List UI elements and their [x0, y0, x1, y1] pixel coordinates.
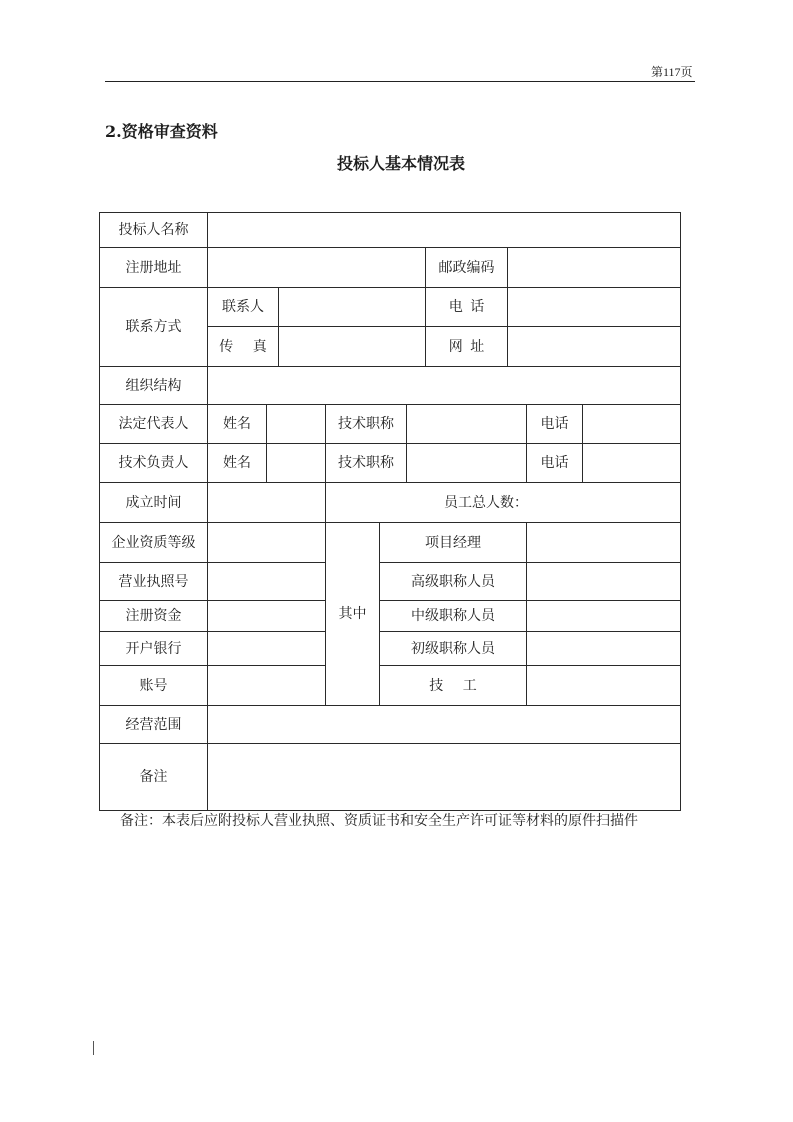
- table-row-organization: [100, 367, 681, 405]
- qualification-value: [208, 523, 326, 563]
- tech-lead-name-value: [267, 444, 326, 483]
- margin-mark: [93, 1041, 94, 1055]
- business-scope-label: 经营范围: [100, 706, 208, 744]
- account-label: 账号: [100, 666, 208, 706]
- registered-capital-label: 注册资金: [100, 601, 208, 632]
- table-row-contact-person: [100, 288, 681, 327]
- project-manager-value: [527, 523, 681, 563]
- tech-lead-tel-value: [583, 444, 681, 483]
- website-value: [508, 327, 681, 367]
- table-row-business-scope: [100, 706, 681, 744]
- intermediate-staff-value: [527, 601, 681, 632]
- tech-lead-tel-label: 电话: [527, 444, 583, 483]
- bidder-name-label: 投标人名称: [100, 213, 208, 248]
- website-label: 网 址: [426, 327, 508, 367]
- table-row-remarks: [100, 744, 681, 811]
- remarks-label: 备注: [100, 744, 208, 811]
- contact-person-label: 联系人: [208, 288, 279, 327]
- tech-lead-title-label: 技术职称: [326, 444, 407, 483]
- phone-label: 电 话: [426, 288, 508, 327]
- technician-value: [527, 666, 681, 706]
- organization-label: 组织结构: [100, 367, 208, 405]
- table-row-license: [100, 563, 681, 601]
- registered-address-label: 注册地址: [100, 248, 208, 288]
- table-row-legal-rep: [100, 405, 681, 444]
- contact-info-label: 联系方式: [100, 288, 208, 367]
- table-row-bidder-name: [100, 213, 681, 248]
- table-row-registered-address: [100, 248, 681, 288]
- table-row-bank: [100, 632, 681, 666]
- legal-rep-tel-value: [583, 405, 681, 444]
- fax-value: [279, 327, 426, 367]
- table-footnote: 备注：本表后应附投标人营业执照、资质证书和安全生产许可证等材料的原件扫描件: [120, 813, 638, 829]
- table-row-tech-lead: [100, 444, 681, 483]
- fax-label: 传 真: [208, 327, 279, 367]
- intermediate-staff-label: 中级职称人员: [380, 601, 527, 632]
- founded-value: [208, 483, 326, 523]
- form-title: 投标人基本情况表: [337, 154, 466, 173]
- bidder-name-value: [208, 213, 681, 248]
- account-value: [208, 666, 326, 706]
- junior-staff-value: [527, 632, 681, 666]
- remarks-value: [208, 744, 681, 811]
- bidder-info-table: [99, 212, 681, 811]
- tech-lead-name-label: 姓名: [208, 444, 267, 483]
- postal-code-value: [508, 248, 681, 288]
- phone-value: [508, 288, 681, 327]
- page-number: 第117页: [651, 65, 693, 79]
- total-staff-label: 员工总人数：: [326, 483, 681, 523]
- junior-staff-label: 初级职称人员: [380, 632, 527, 666]
- senior-staff-value: [527, 563, 681, 601]
- postal-code-label: 邮政编码: [426, 248, 508, 288]
- legal-rep-label: 法定代表人: [100, 405, 208, 444]
- header-rule: [105, 81, 695, 82]
- registered-address-value: [208, 248, 426, 288]
- technician-label: 技 工: [380, 666, 527, 706]
- tech-lead-title-value: [407, 444, 527, 483]
- qualification-label: 企业资质等级: [100, 523, 208, 563]
- legal-rep-name-value: [267, 405, 326, 444]
- bank-label: 开户银行: [100, 632, 208, 666]
- license-no-label: 营业执照号: [100, 563, 208, 601]
- legal-rep-title-label: 技术职称: [326, 405, 407, 444]
- section-heading: 2.资格审查资料: [105, 122, 218, 141]
- table-row-capital: [100, 601, 681, 632]
- project-manager-label: 项目经理: [380, 523, 527, 563]
- among-label: 其中: [326, 523, 380, 706]
- registered-capital-value: [208, 601, 326, 632]
- bank-value: [208, 632, 326, 666]
- tech-lead-label: 技术负责人: [100, 444, 208, 483]
- legal-rep-title-value: [407, 405, 527, 444]
- table-row-account: [100, 666, 681, 706]
- senior-staff-label: 高级职称人员: [380, 563, 527, 601]
- legal-rep-tel-label: 电话: [527, 405, 583, 444]
- table-row-qualification: [100, 523, 681, 563]
- contact-person-value: [279, 288, 426, 327]
- business-scope-value: [208, 706, 681, 744]
- table-row-founded: [100, 483, 681, 523]
- founded-label: 成立时间: [100, 483, 208, 523]
- legal-rep-name-label: 姓名: [208, 405, 267, 444]
- license-no-value: [208, 563, 326, 601]
- organization-value: [208, 367, 681, 405]
